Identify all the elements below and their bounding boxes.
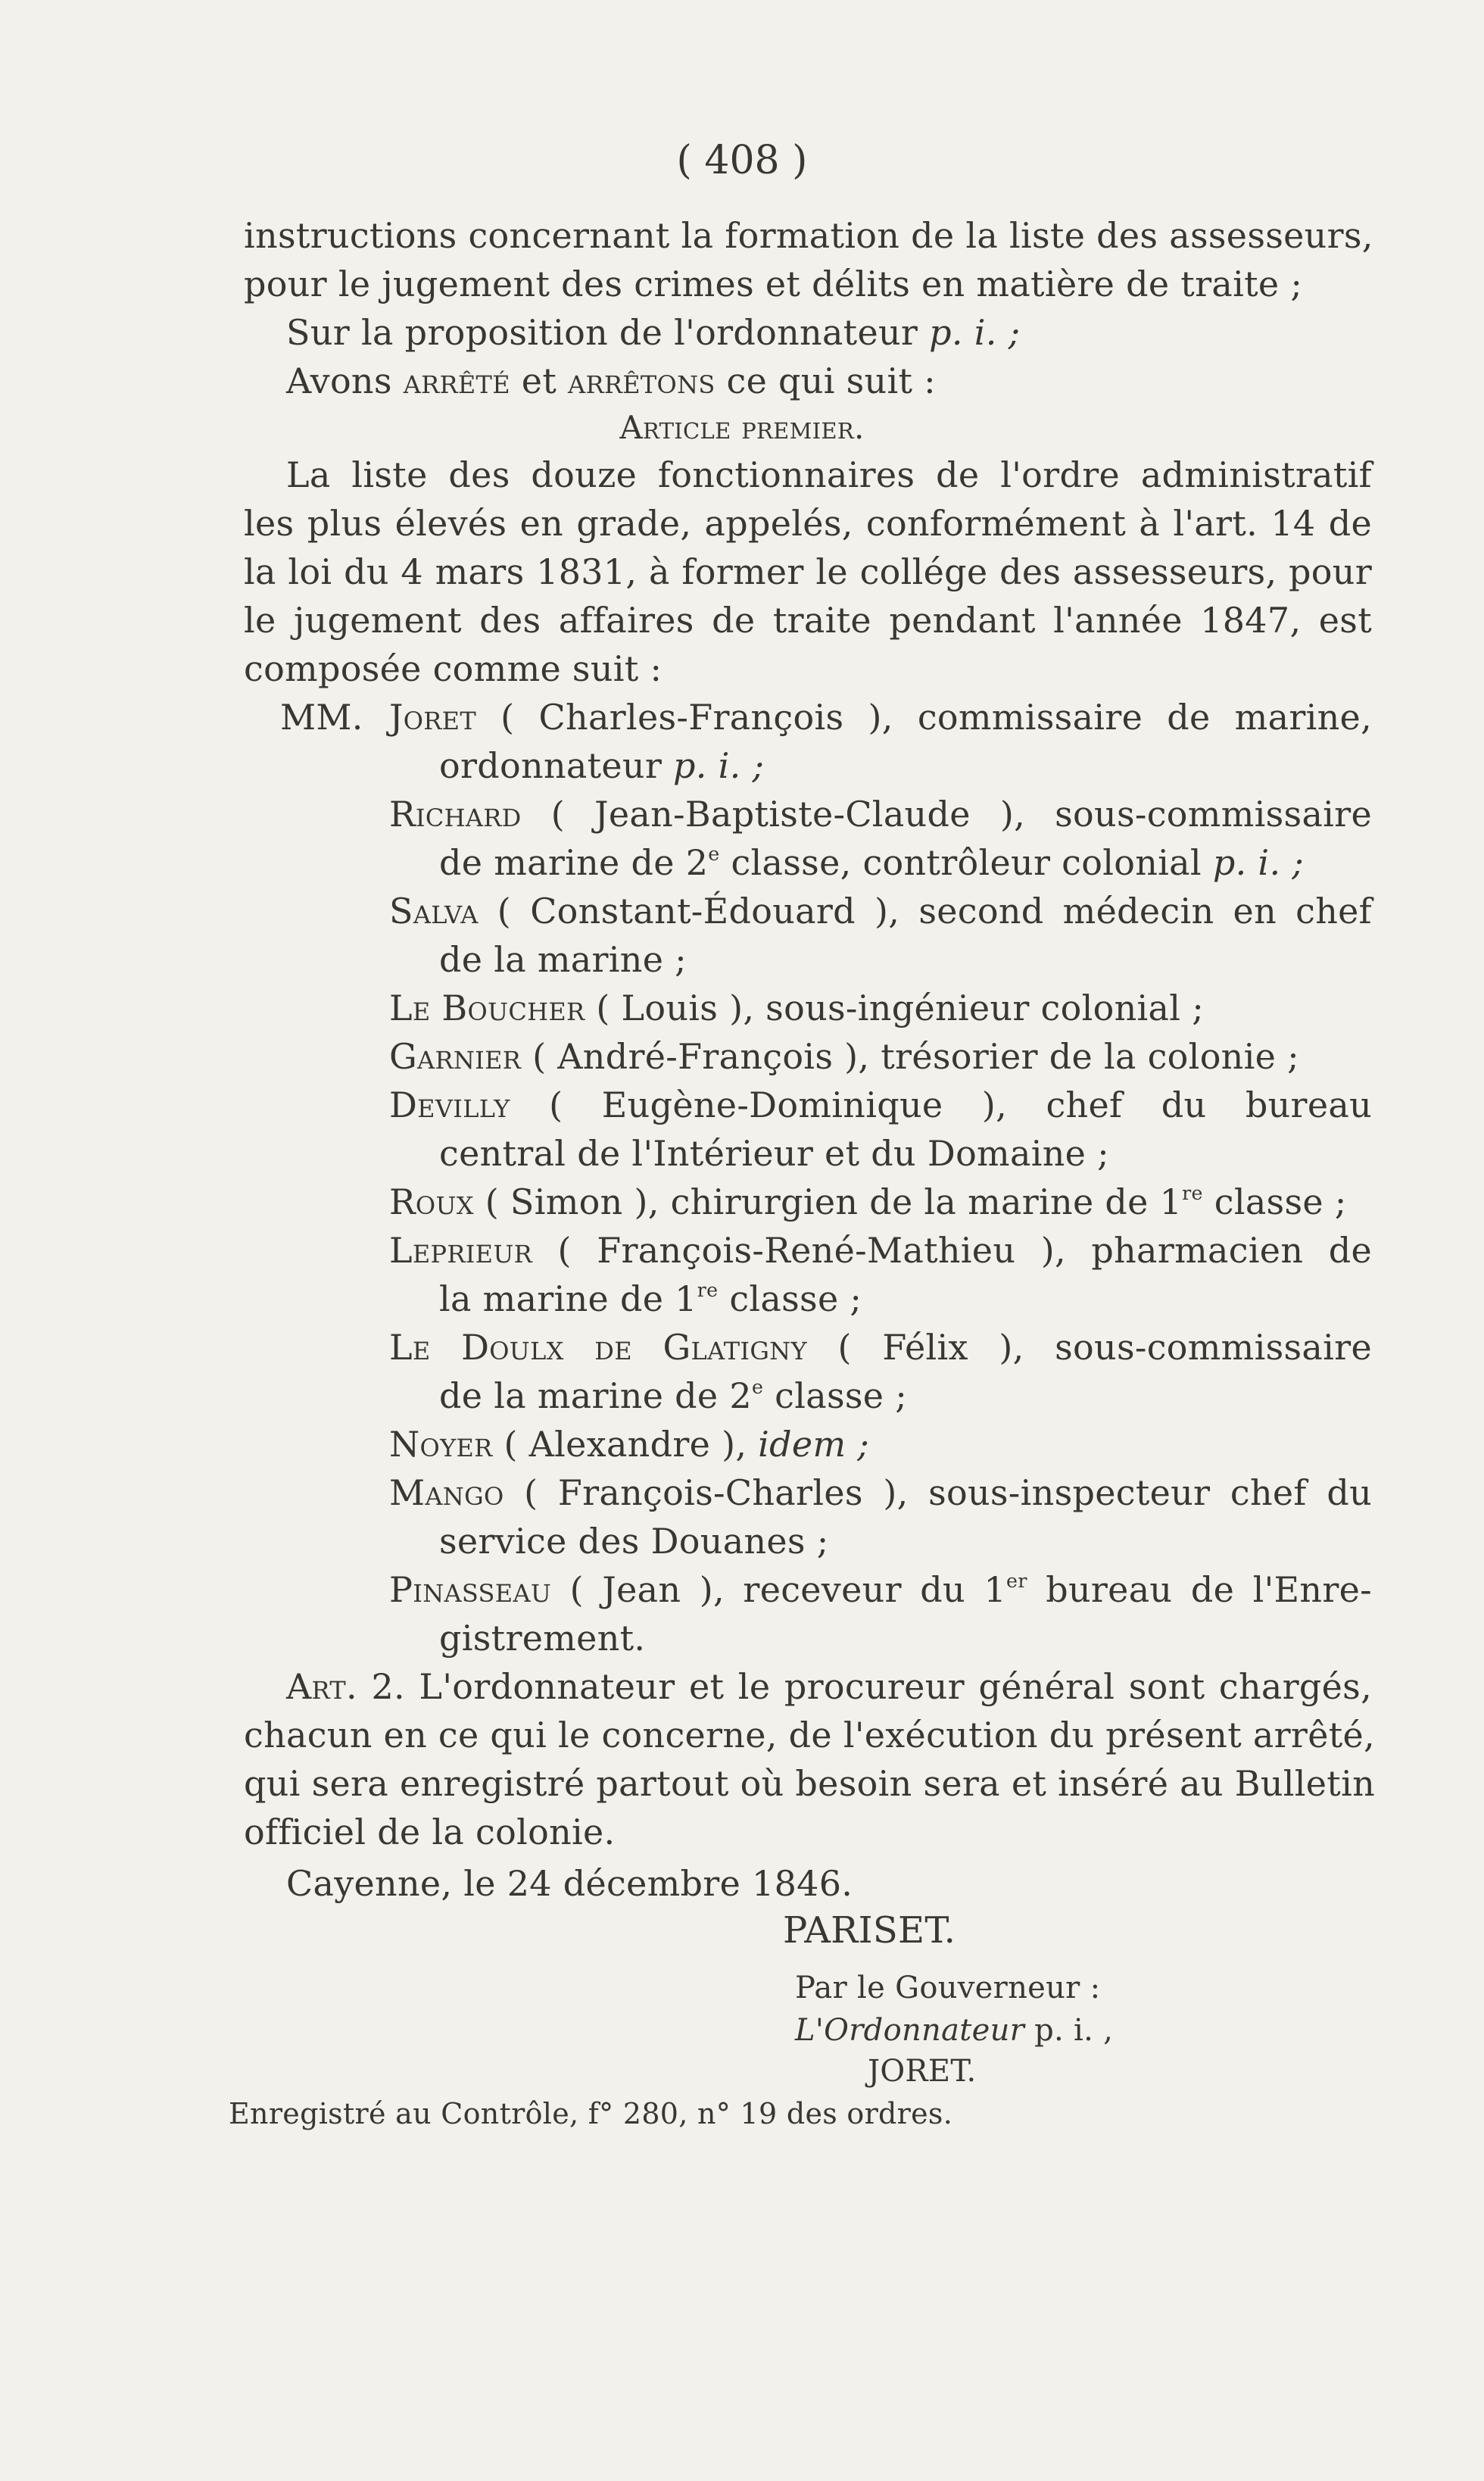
registration-note: Enregistré au Contrôle, f° 280, n° 19 des ordres. bbox=[229, 2097, 953, 2130]
article-2-line: Art. 2. L'ordonnateur et le procureur général sont chargés, bbox=[286, 1666, 1373, 1707]
signature-joret: JORET. bbox=[868, 2054, 977, 2089]
member-line: Devilly ( Eugène-Dominique ), chef du bureau bbox=[389, 1084, 1372, 1125]
member-line: service des Douanes ; bbox=[439, 1521, 829, 1562]
article-2-line: qui sera enregistré partout où besoin sera et inséré au Bulletin bbox=[244, 1763, 1376, 1804]
text-line: le jugement des affaires de traite pendant l'année 1847, est bbox=[244, 600, 1372, 641]
article-heading: Article premier. bbox=[619, 409, 865, 446]
text-line: pour le jugement des crimes et délits en matière de traite ; bbox=[244, 264, 1303, 304]
member-line: de la marine ; bbox=[439, 939, 687, 980]
article-2-line: chacun en ce qui le concerne, de l'exécution du présent arrêté, bbox=[244, 1715, 1375, 1755]
text-line: Sur la proposition de l'ordonnateur p. i. ; bbox=[286, 312, 1021, 353]
member-line: Salva ( Constant-Édouard ), second médecin en chef bbox=[389, 891, 1372, 932]
member-line: Le Doulx de Glatigny ( Félix ), sous-commissaire bbox=[389, 1327, 1372, 1368]
member-line: Joret ( Charles-François ), commissaire de marine, bbox=[389, 697, 1372, 738]
member-line: ordonnateur p. i. ; bbox=[439, 745, 765, 786]
member-line: Leprieur ( François-René-Mathieu ), pharmacien de bbox=[389, 1230, 1372, 1271]
member-line: central de l'Intérieur et du Domaine ; bbox=[439, 1133, 1109, 1174]
text-line: composée comme suit : bbox=[244, 648, 662, 689]
member-line: Noyer ( Alexandre ), idem ; bbox=[389, 1424, 870, 1465]
member-line: Garnier ( André-François ), trésorier de la colonie ; bbox=[389, 1036, 1299, 1077]
article-2-line: officiel de la colonie. bbox=[244, 1812, 616, 1852]
page-number: ( 408 ) bbox=[676, 138, 808, 183]
member-line: Mango ( François-Charles ), sous-inspecteur chef du bbox=[389, 1472, 1372, 1513]
text-line: les plus élevés en grade, appelés, conformément à l'art. 14 de bbox=[244, 503, 1372, 544]
text-line: la loi du 4 mars 1831, à former le collége des assesseurs, pour bbox=[244, 551, 1372, 592]
text-line: instructions concernant la formation de la liste des assesseurs, bbox=[244, 215, 1373, 256]
member-line: Pinasseau ( Jean ), receveur du 1er bureau de l'Enre- bbox=[389, 1569, 1372, 1610]
member-line: Richard ( Jean-Baptiste-Claude ), sous-commissaire bbox=[389, 794, 1372, 835]
member-line: Roux ( Simon ), chirurgien de la marine de 1re classe ; bbox=[389, 1181, 1347, 1222]
members-prefix: MM. bbox=[280, 697, 363, 738]
text-line: La liste des douze fonctionnaires de l'ordre administratif bbox=[286, 454, 1372, 495]
par-le-gouverneur: Par le Gouverneur : bbox=[795, 1971, 1101, 2005]
member-line: gistrement. bbox=[439, 1618, 646, 1659]
member-line: Le Boucher ( Louis ), sous-ingénieur colonial ; bbox=[389, 988, 1205, 1028]
member-line: la marine de 1re classe ; bbox=[439, 1278, 862, 1319]
member-line: de la marine de 2e classe ; bbox=[439, 1375, 907, 1416]
date-line: Cayenne, le 24 décembre 1846. bbox=[286, 1863, 853, 1904]
ordonnateur-line: L'Ordonnateur p. i. , bbox=[795, 2013, 1114, 2048]
signature-pariset: PARISET. bbox=[783, 1909, 956, 1952]
text-line: Avons arrêté et arrêtons ce qui suit : bbox=[286, 360, 936, 401]
member-line: de marine de 2e classe, contrôleur colonial p. i. ; bbox=[439, 842, 1305, 883]
